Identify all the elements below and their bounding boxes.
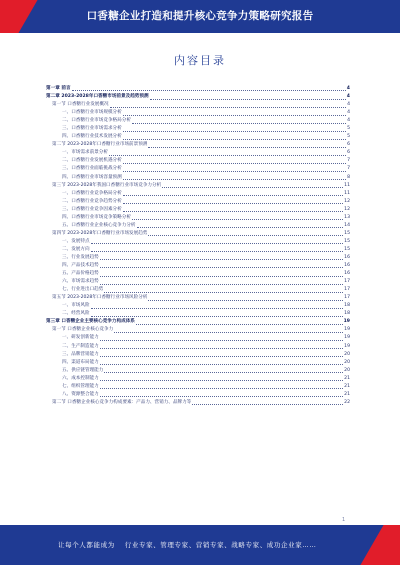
toc-entry-page: 19	[344, 335, 350, 341]
toc-entry-label: 第四节 2023-2028年口香糖行业市场发展趋势	[52, 230, 148, 236]
toc-entry-page: 4	[347, 102, 350, 108]
toc-entry-label: 第二节 口香糖企业核心竞争力构成要素：产品力、营销力、品牌力等	[52, 399, 192, 405]
toc-leader-dots	[123, 163, 346, 164]
toc-entry-label: 第五节 2023-2028年口香糖行业市场风险分析	[52, 295, 148, 301]
toc-entry[interactable]	[46, 165, 350, 173]
toc-entry-page: 14	[344, 222, 350, 228]
toc-entry[interactable]	[46, 302, 350, 310]
toc-entry-page: 7	[347, 166, 350, 172]
toc-entry-page: 19	[344, 327, 350, 333]
toc-entry-label: 四、口香糖行业技术发展分析	[62, 134, 122, 140]
toc-entry[interactable]	[46, 383, 350, 391]
toc-entry[interactable]	[46, 182, 350, 190]
toc-entry-label: 二、口香糖行业发展机遇分析	[62, 158, 122, 164]
toc-entry[interactable]	[46, 270, 350, 278]
toc-leader-dots	[100, 388, 343, 389]
footer-red-accent	[360, 525, 400, 565]
toc-entry-page: 20	[344, 351, 350, 357]
toc-leader-dots	[100, 267, 343, 268]
toc-entry[interactable]	[46, 334, 350, 342]
toc-entry[interactable]	[46, 230, 350, 238]
toc-leader-dots	[91, 251, 344, 252]
toc-entry-page: 22	[344, 399, 350, 405]
toc-entry-page: 7	[347, 158, 350, 164]
toc-entry-page: 4	[346, 94, 350, 100]
toc-entry-label: 三、口香糖行业竞争因素分析	[62, 206, 122, 212]
toc-entry-page: 17	[344, 287, 350, 293]
toc-entry-page: 5	[347, 134, 350, 140]
report-title: 口香糖企业打造和提升核心竞争力策略研究报告	[86, 10, 314, 22]
toc-entry-label: 六、成本控制能力	[62, 375, 99, 381]
toc-leader-dots	[148, 147, 346, 148]
toc-entry[interactable]	[46, 375, 350, 383]
toc-entry-label: 三、口香糖行业市场需求分析	[62, 126, 122, 132]
toc-leader-dots	[100, 284, 343, 285]
toc-entry-label: 第一节 口香糖行业发展概况	[52, 102, 109, 108]
toc-entry[interactable]	[46, 101, 350, 109]
toc-entry[interactable]	[46, 109, 350, 117]
toc-entry[interactable]	[46, 190, 350, 198]
toc-entry-label: 第一节 口香糖企业核心竞争力	[52, 327, 114, 333]
toc-entry-page: 17	[344, 295, 350, 301]
toc-leader-dots	[150, 99, 346, 100]
toc-entry[interactable]	[46, 149, 350, 157]
toc-entry-label: 六、市场需求趋势	[62, 279, 99, 285]
toc-leader-dots	[132, 219, 343, 220]
toc-entry[interactable]	[46, 254, 350, 262]
toc-leader-dots	[136, 324, 343, 325]
toc-entry-page: 15	[344, 246, 350, 252]
toc-entry-page: 6	[347, 142, 350, 148]
toc-entry[interactable]	[46, 391, 350, 399]
toc-entry-label: 二、发展方向	[62, 246, 90, 252]
footer-banner	[0, 525, 400, 565]
toc-entry-label: 二、口香糖行业竞争趋势分析	[62, 198, 122, 204]
toc-entry-page: 21	[344, 391, 350, 397]
toc-leader-dots	[192, 404, 343, 405]
toc-entry-page: 15	[344, 238, 350, 244]
toc-leader-dots	[100, 340, 343, 341]
footer-slogan	[58, 525, 317, 565]
toc-leader-dots	[123, 139, 346, 140]
toc-entry-label: 第三节 2023-2028年我国口香糖行业市场竞争力分析	[52, 182, 162, 188]
toc-entry-label: 二、口香糖行业市场竞争格局分析	[62, 118, 131, 124]
toc-entry[interactable]	[46, 367, 350, 375]
toc-leader-dots	[148, 300, 343, 301]
toc-entry[interactable]	[46, 286, 350, 294]
toc-entry-label: 一、口香糖行业市场规模分析	[62, 110, 122, 116]
toc-leader-dots	[100, 364, 343, 365]
toc-entry[interactable]	[46, 359, 350, 367]
toc-entry[interactable]	[46, 222, 350, 230]
footer-slogan-items: 行业专家、管理专家、营销专家、战略专家、成功企业家……	[124, 541, 317, 549]
toc-entry[interactable]	[46, 318, 350, 326]
toc-entry[interactable]	[46, 399, 350, 407]
toc-leader-dots	[100, 259, 343, 260]
toc-entry-label: 三、行业发展趋势	[62, 254, 99, 260]
toc-entry[interactable]	[46, 93, 350, 101]
toc-leader-dots	[100, 348, 343, 349]
toc-leader-dots	[123, 195, 343, 196]
toc-entry[interactable]	[46, 125, 350, 133]
toc-entry-label: 一、市场风险	[62, 303, 90, 309]
toc-entry[interactable]	[46, 85, 350, 93]
toc-entry-label: 第二节 2023-2028年口香糖行业市场前景预测	[52, 142, 148, 148]
toc-entry-page: 4	[346, 86, 350, 91]
toc-entry-label: 四、产品技术趋势	[62, 263, 99, 269]
toc-entry-page: 19	[344, 343, 350, 349]
toc-entry-page: 15	[344, 230, 350, 236]
toc-leader-dots	[100, 380, 343, 381]
toc-entry-label: 五、供应链管理能力	[62, 367, 104, 373]
toc-entry[interactable]	[46, 206, 350, 214]
toc-leader-dots	[91, 316, 344, 317]
toc-leader-dots	[123, 203, 343, 204]
toc-entry[interactable]	[46, 117, 350, 125]
toc-entry[interactable]	[46, 343, 350, 351]
toc-leader-dots	[123, 115, 346, 116]
toc-leader-dots	[132, 123, 346, 124]
toc-entry[interactable]	[46, 238, 350, 246]
toc-entry-label: 第三章 口香糖企业主要核心竞争力构成体系	[46, 319, 135, 325]
toc-entry-page: 12	[344, 198, 350, 204]
toc-entry-label: 一、市场需求前景分析	[62, 150, 108, 156]
toc-entry-label: 二、经营风险	[62, 311, 90, 317]
toc-entry-label: 七、组织管理能力	[62, 383, 99, 389]
toc-leader-dots	[100, 396, 343, 397]
toc-entry-page: 16	[344, 263, 350, 269]
toc-entry-label: 五、产品价格趋势	[62, 271, 99, 277]
toc-entry-label: 八、资源整合能力	[62, 391, 99, 397]
toc-leader-dots	[137, 227, 344, 228]
toc-entry[interactable]	[46, 262, 350, 270]
report-header-banner	[0, 0, 400, 33]
toc-entry[interactable]	[46, 174, 350, 182]
page-number: 1	[342, 517, 346, 523]
toc-leader-dots	[72, 90, 346, 91]
toc-entry-label: 一、口香糖行业竞争格局分析	[62, 190, 122, 196]
toc-entry-page: 17	[344, 279, 350, 285]
toc-entry-page: 20	[344, 359, 350, 365]
toc-entry-page: 16	[344, 254, 350, 260]
toc-leader-dots	[123, 179, 346, 180]
toc-entry-page: 20	[344, 367, 350, 373]
toc-leader-dots	[110, 107, 346, 108]
toc-entry-page: 8	[347, 174, 350, 180]
toc-entry-page: 6	[347, 150, 350, 156]
toc-entry-label: 四、口香糖行业市场容量预测	[62, 174, 122, 180]
toc-entry[interactable]	[46, 141, 350, 149]
toc-entry-label: 二、生产制造能力	[62, 343, 99, 349]
toc-entry[interactable]	[46, 278, 350, 286]
toc-entry-page: 11	[344, 190, 350, 196]
toc-entry-label: 第二章 2023-2028年口香糖市场前景及趋势预测	[46, 94, 149, 100]
toc-entry-page: 11	[344, 182, 350, 188]
toc-leader-dots	[91, 243, 344, 244]
toc-entry[interactable]	[46, 310, 350, 318]
toc-entry-label: 一、发展特点	[62, 238, 90, 244]
toc-leader-dots	[114, 332, 343, 333]
toc-entry[interactable]	[46, 198, 350, 206]
toc-entry[interactable]	[46, 133, 350, 141]
toc-entry-label: 五、口香糖行业企业核心竞争力分析	[62, 222, 136, 228]
toc-entry[interactable]	[46, 157, 350, 165]
toc-leader-dots	[123, 211, 343, 212]
toc-entry[interactable]	[46, 351, 350, 359]
toc-leader-dots	[104, 372, 343, 373]
toc-entry-page: 12	[344, 206, 350, 212]
toc-entry-page: 4	[347, 118, 350, 124]
toc-leader-dots	[109, 155, 346, 156]
toc-entry-page: 18	[344, 303, 350, 309]
toc-leader-dots	[123, 131, 346, 132]
toc-entry-label: 三、口香糖行业面临挑战分析	[62, 166, 122, 172]
toc-entry-label: 七、行业进出口趋势	[62, 287, 104, 293]
footer-slogan-lead: 让每个人都能成为	[58, 541, 115, 549]
toc-leader-dots	[148, 235, 343, 236]
toc-entry[interactable]	[46, 326, 350, 334]
toc-leader-dots	[123, 171, 346, 172]
toc-leader-dots	[162, 187, 343, 188]
toc-entry-page: 21	[344, 375, 350, 381]
toc-entry-page: 19	[343, 319, 350, 325]
toc-entry-page: 16	[344, 271, 350, 277]
toc-entry[interactable]	[46, 214, 350, 222]
toc-entry-label: 第一章 前言	[46, 86, 71, 91]
toc-leader-dots	[100, 356, 343, 357]
toc-leader-dots	[104, 292, 343, 293]
toc-entry-label: 三、品牌营销能力	[62, 351, 99, 357]
toc-entry-page: 21	[344, 383, 350, 389]
toc-entry-label: 一、研发创新能力	[62, 335, 99, 341]
toc-heading: 内容目录	[174, 54, 226, 67]
toc-entry[interactable]	[46, 246, 350, 254]
toc-entry-page: 4	[347, 110, 350, 116]
toc-entry[interactable]	[46, 294, 350, 302]
toc-leader-dots	[91, 308, 344, 309]
toc-entry-label: 四、渠道布局能力	[62, 359, 99, 365]
toc-entry-page: 13	[344, 214, 350, 220]
table-of-contents	[46, 85, 350, 407]
toc-leader-dots	[100, 276, 343, 277]
toc-entry-page: 5	[347, 126, 350, 132]
toc-entry-page: 18	[344, 311, 350, 317]
toc-entry-label: 四、口香糖行业市场竞争策略分析	[62, 214, 131, 220]
